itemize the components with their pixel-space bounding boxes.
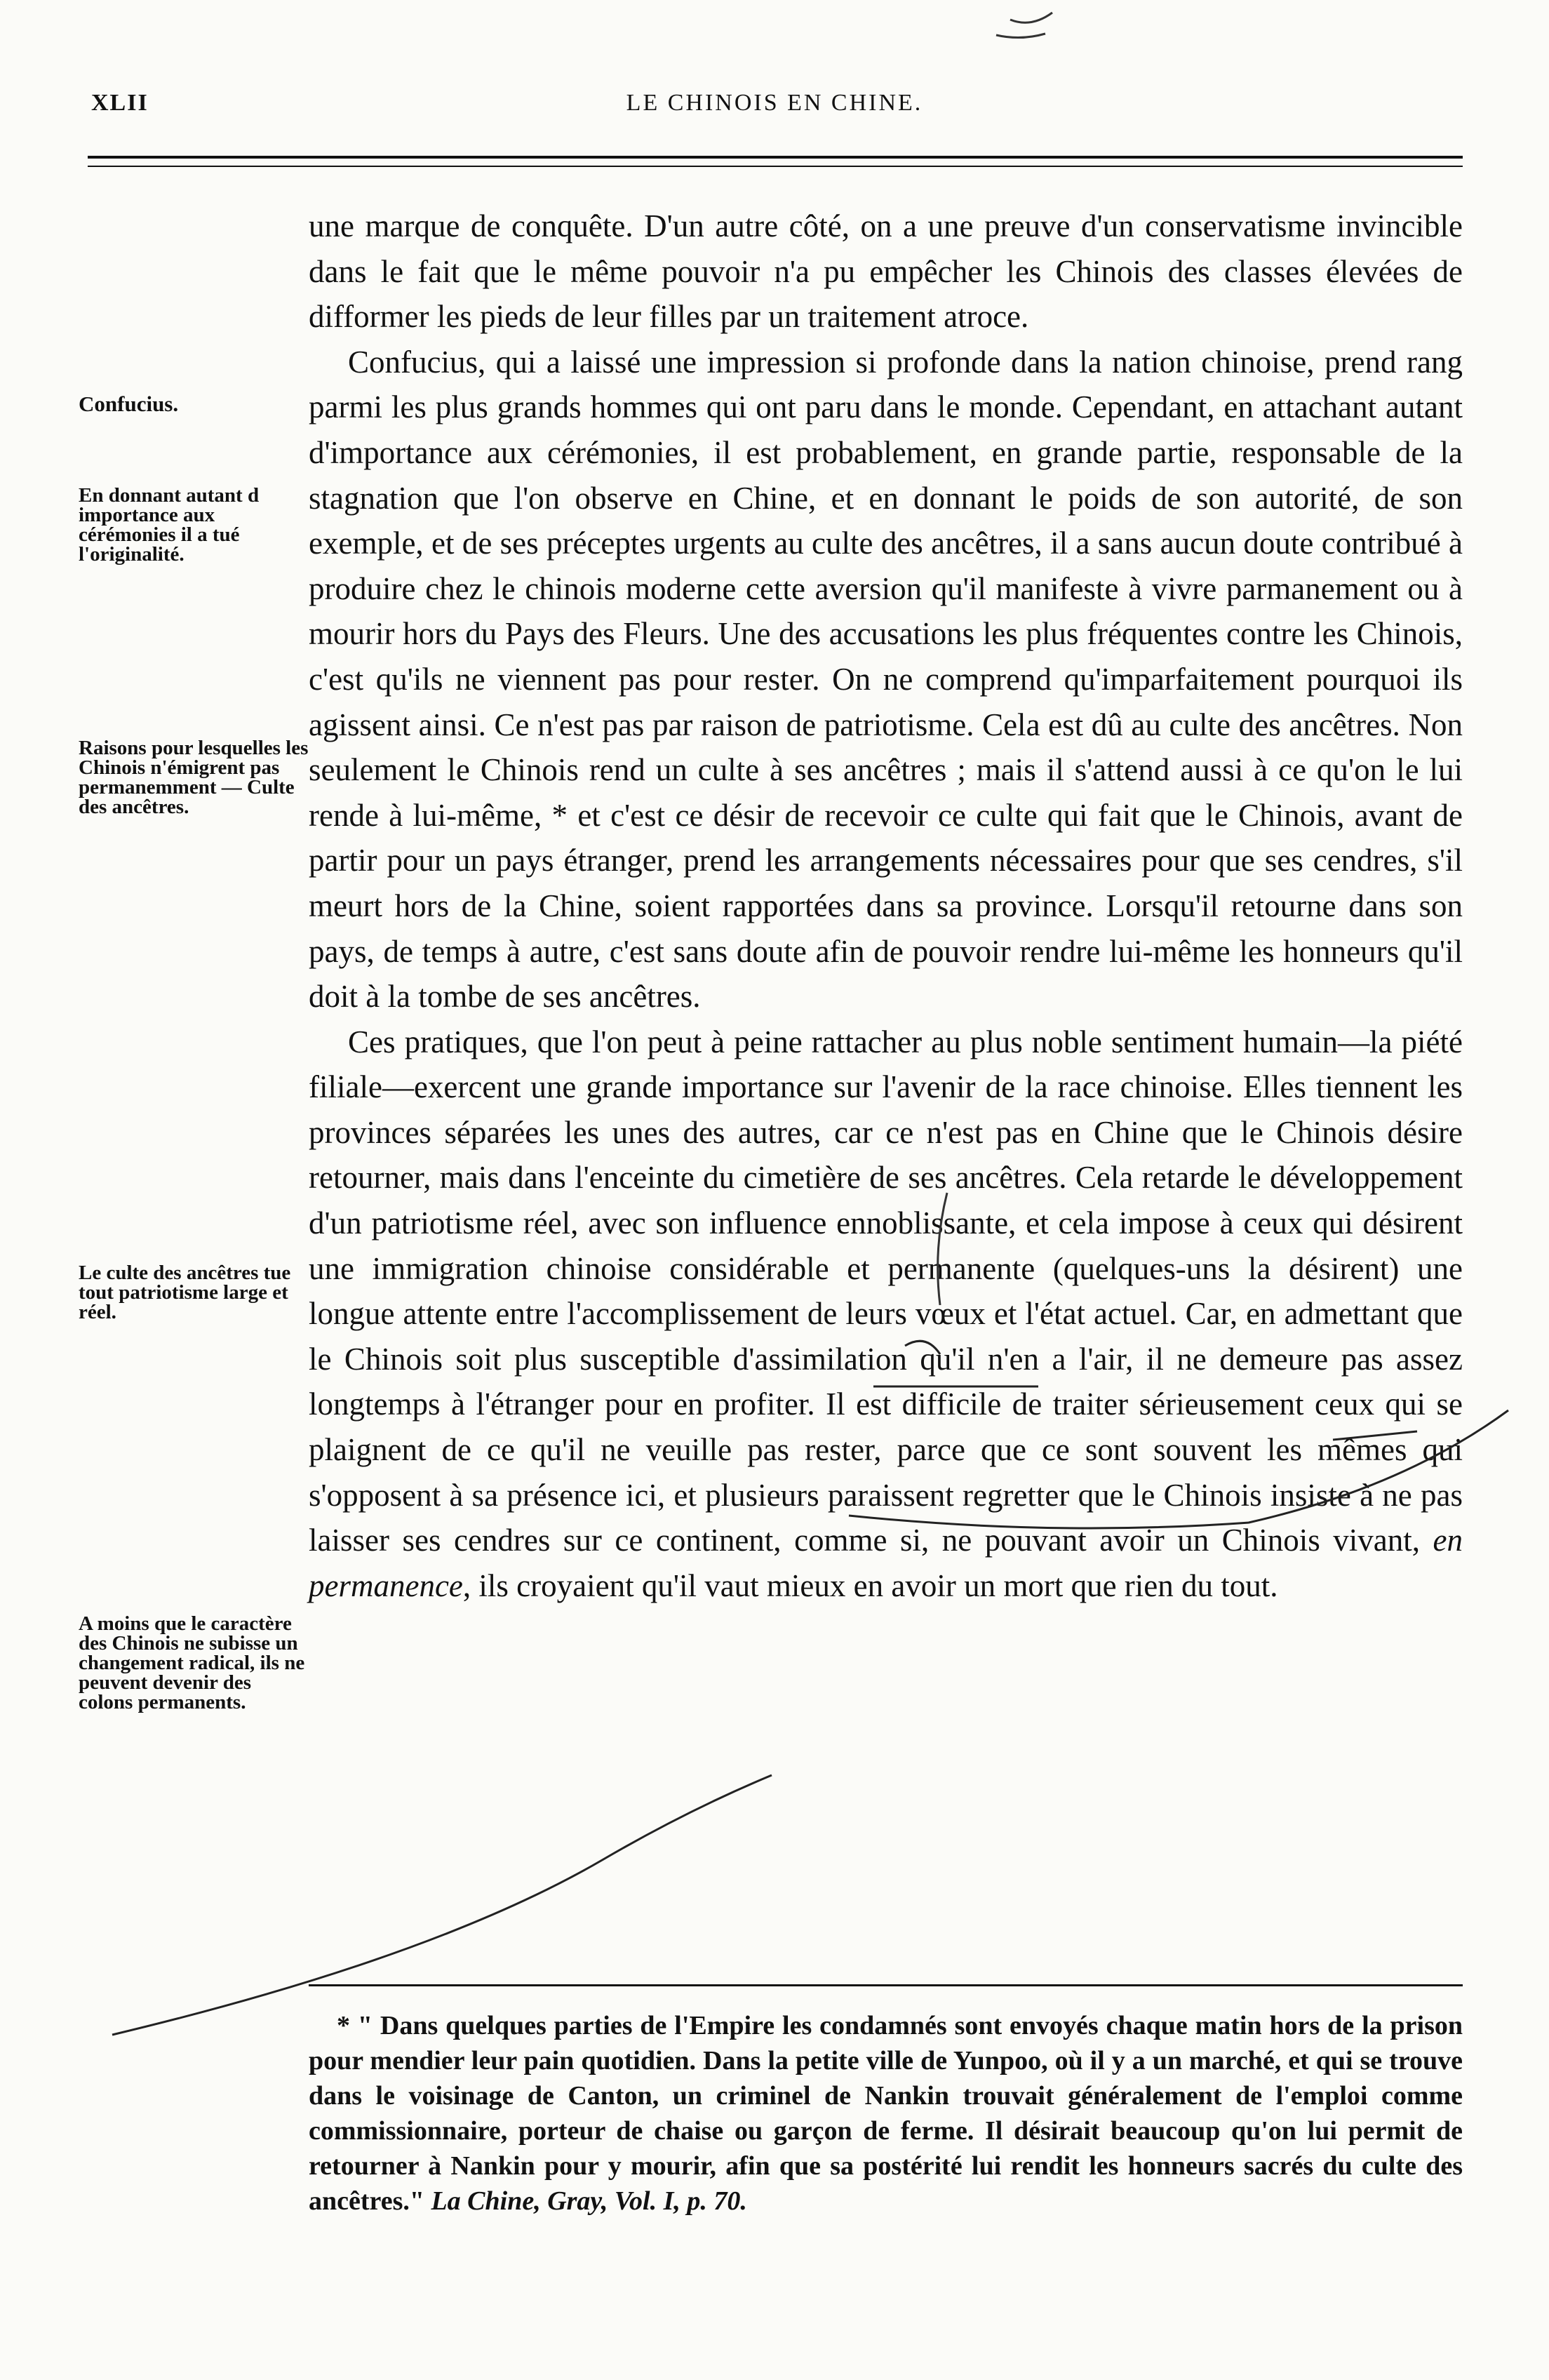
paragraph-practices-end: , ils croyaient qu'il vaut mieux en avoir un mort que rien du tout.	[462, 1567, 1278, 1603]
running-title: LE CHINOIS EN CHINE.	[626, 90, 923, 116]
paragraph-confucius: Confucius, qui a laissé une impression si profonde dans la nation chinoise, prend rang parmi les plus grands hommes qui ont paru dans le monde. Cependant, en attachant autant d'importance aux cérémonies, il est probablement, en grande partie, responsable de la stagnation que l'on observe en Chine, et en donnant le poids de son autorité, de son exemple, et de ses préceptes urgents au culte des ancêtres, il a sans aucun doute contribué à produire chez le chinois moderne cette aversion qu'il manifeste à vivre parmanement ou à mourir hors du Pays des Fleurs. Une des accusations les plus fréquentes contre les Chinois, c'est qu'ils ne viennent pas pour rester. On ne comprend qu'imparfaitement pourquoi ils agissent ainsi. Ce n'est pas par raison de patriotisme. Cela est dû au culte des ancêtres. Non seulement le Chinois rend un culte à ses ancêtres ; mais il s'attend aussi à ce qu'on le lui rende à lui-même, * et c'est ce désir de recevoir ce culte qui fait que le Chinois, avant de partir pour un pays étranger, prend les arrangements nécessaires pour que ses cendres, s'il meurt hors de la Chine, soient rapportées dans sa province. Lorsqu'il retourne dans son pays, de temps à autre, c'est sans doute afin de pouvoir rendre lui-même les honneurs qu'il doit à la tombe de ses ancêtres.	[309, 344, 1463, 1015]
paragraph-continued: une marque de conquête. D'un autre côté, on a une preuve d'un conservatisme invincible dans le fait que le même pouvoir n'a pu empêcher les Chinois des classes élevées de difformer les pieds de leur filles par un traitement atroce.	[309, 208, 1463, 335]
pencil-strike	[873, 1341, 1417, 1440]
side-note-ceremonies: En donnant autant d importance aux cérémonies il a tué l'originalité.	[79, 484, 260, 566]
paragraph-practices-text: Ces pratiques, que l'on peut à peine rattacher au plus noble sentiment humain—la piété filiale—exercent une grande importance sur l'avenir de la race chinoise. Elles tiennent les provinces séparées les unes des autres, car ce n'est pas en Chine que le Chinois désire retourner, mais dans l'enceinte du cimetière de ses ancêtres. Cela retarde le développement d'un patriotisme réel, avec son influence ennoblissante, et cela impose à ceux qui désirent une immigration chinoise considérable et permanente (quelques-uns la désirent) une longue attente entre l'accomplissement de leurs vœux et l'état actuel. Car, en admettant que le Chinois soit plus susceptible d'assimilation qu'il n'en a l'air, il ne demeure pas assez longtemps à l'étranger pour en profiter. Il est difficile de traiter sérieusement ceux qui se plaignent de ce qu'il ne veuille pas rester, parce que ce sont souvent les mêmes qui s'opposent à sa présence ici, et plusieurs paraissent regretter que le Chinois insiste à ne pas laisser ses cendres sur ce continent, comme si, ne pouvant avoir un Chinois vivant,	[309, 1024, 1463, 1558]
pencil-mark-top	[996, 13, 1052, 38]
footnote-text: * " Dans quelques parties de l'Empire les condamnés sont envoyés chaque matin hors de la prison pour mendier leur pain quotidien. Dans la petite ville de Yunpoo, où il y a un marché, et qui se trouve dans le voisinage de Canton, un criminel de Nankin trouvait généralement de l'emploi comme commissionnaire, porteur de chaise ou garçon de ferme. Il désirait beaucoup qu'on lui permit de retourner à Nankin pour y mourir, afin que sa postérité lui rendit les honneurs sacrés du culte des ancêtres."	[309, 2011, 1463, 2216]
page-number: XLII	[91, 90, 149, 116]
side-note-colonists: A moins que le caractère des Chinois ne subisse un changement radical, ils ne peuvent devenir des colons permanents.	[79, 1612, 305, 1713]
pencil-stroke	[938, 1193, 947, 1305]
italic-phrase: en permanence	[309, 1523, 1463, 1603]
side-note-patriotism: Le culte des ancêtres tue tout patriotisme large et réel.	[79, 1262, 291, 1323]
footnote-citation: La Chine, Gray, Vol. I, p. 70.	[431, 2186, 747, 2216]
pencil-curve	[849, 1410, 1508, 1528]
side-note-confucius: Confucius.	[79, 392, 179, 416]
pencil-long-line	[112, 1775, 772, 2035]
side-note-emigration: Raisons pour lesquelles les Chinois n'émigrent pas permanemment — Culte des ancêtres.	[79, 737, 309, 818]
